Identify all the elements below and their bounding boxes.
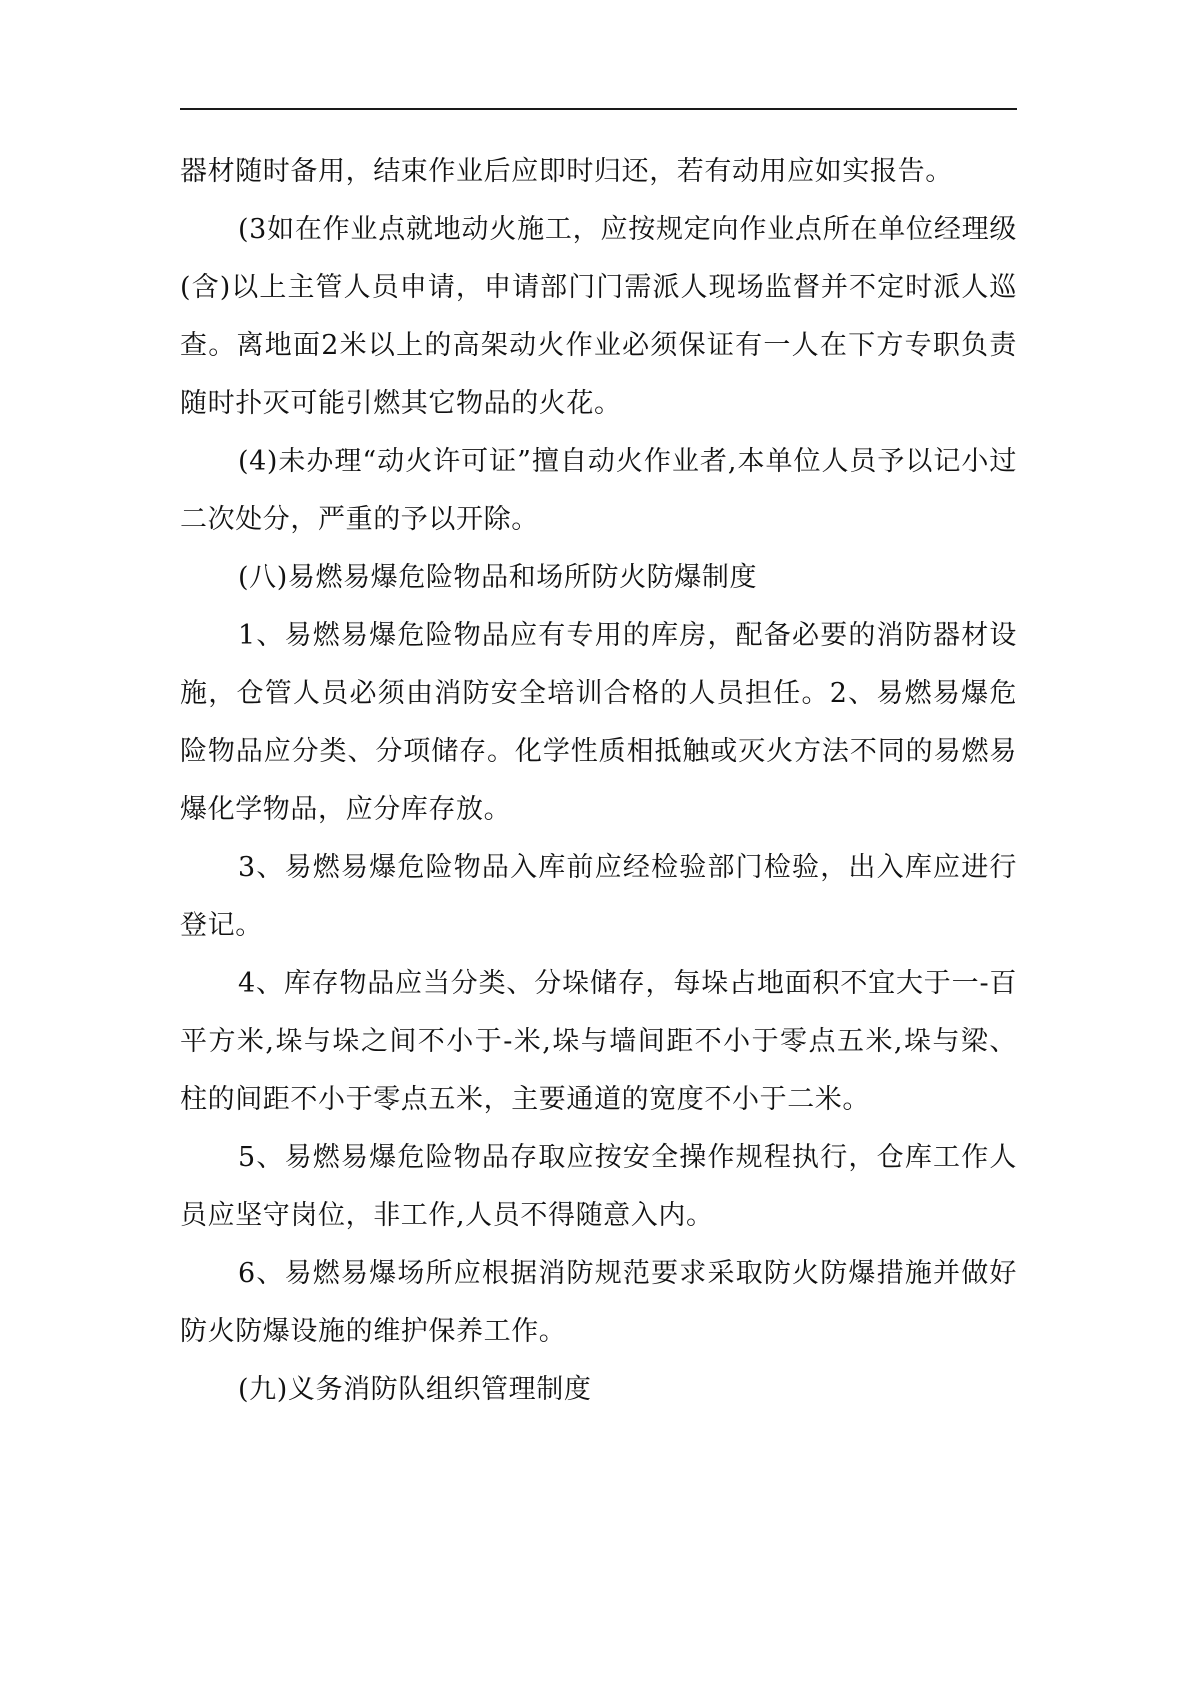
paragraph: 5、易燃易爆危险物品存取应按安全操作规程执行，仓库工作人员应坚守岗位，非工作,人员不得随意入内。	[180, 1142, 1017, 1231]
section-heading: (九)义务消防队组织管理制度	[238, 1374, 592, 1405]
paragraph: 3、易燃易爆危险物品入库前应经检验部门检验，出入库应进行登记。	[180, 852, 1017, 941]
paragraph: 4、库存物品应当分类、分垛储存，每垛占地面积不宜大于一-百平方米,垛与垛之间不小于-米,垛与墙间距不小于零点五米,垛与梁、柱的间距不小于零点五米，主要通道的宽度不小于二米。	[180, 968, 1017, 1115]
paragraph: 1、易燃易爆危险物品应有专用的库房，配备必要的消防器材设施，仓管人员必须由消防安全培训合格的人员担任。2、易燃易爆危险物品应分类、分项储存。化学性质相抵触或灭火方法不同的易燃易爆化学物品，应分库存放。	[180, 620, 1017, 825]
paragraph: 6、易燃易爆场所应根据消防规范要求采取防火防爆措施并做好防火防爆设施的维护保养工作。	[180, 1258, 1017, 1347]
section-heading: (八)易燃易爆危险物品和场所防火防爆制度	[238, 562, 758, 593]
paragraph: (4)未办理“动火许可证”擅自动火作业者,本单位人员予以记小过二次处分，严重的予以开除。	[180, 446, 1017, 535]
paragraph: 器材随时备用，结束作业后应即时归还，若有动用应如实报告。	[180, 156, 953, 187]
paragraph: (3如在作业点就地动火施工，应按规定向作业点所在单位经理级(含)以上主管人员申请，申请部门门需派人现场监督并不定时派人巡查。离地面2米以上的高架动火作业必须保证有一人在下方专职负责随时扑灭可能引燃其它物品的火花。	[180, 214, 1017, 419]
header-rule	[180, 108, 1017, 110]
body-text	[180, 143, 1017, 1419]
